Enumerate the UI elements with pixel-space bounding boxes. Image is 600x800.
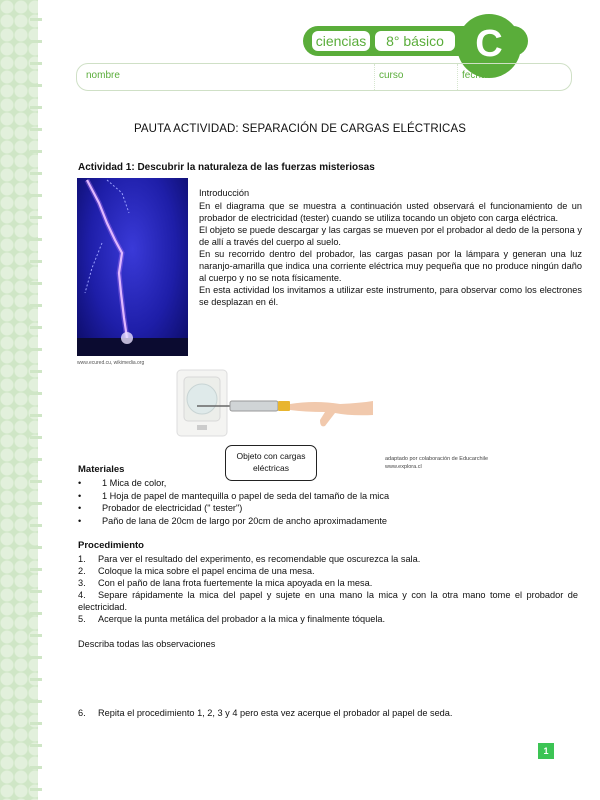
procedure-list (78, 553, 578, 625)
page-number-badge: 1 (538, 743, 554, 759)
field-divider (457, 64, 458, 90)
list-item: • 1 Hoja de papel de mantequilla o papel de seda del tamaño de la mica (78, 490, 558, 503)
subject-tab: ciencias (312, 31, 370, 51)
lightning-bolt-icon (77, 178, 188, 356)
materials-list (78, 477, 558, 527)
decorative-side-ticks (30, 0, 42, 800)
intro-paragraph: En su recorrido dentro del probador, las cargas pasan por la lámpara y generan una luz naranjo-amarilla que indica una corriente eléctrica muy pequeña que no produce ningún daño al cuerpo y no se nota físicamente. (199, 249, 582, 283)
subject-letter-badge: C (457, 14, 521, 78)
lightning-image-caption: www.ecured.cu, wikimedia.org (77, 360, 145, 366)
list-item: 3. Con el paño de lana frota fuertemente la mica apoyada en la mesa. (78, 578, 373, 588)
grade-tab: 8° básico (375, 31, 455, 51)
list-item: 6. Repita el procedimiento 1, 2, 3 y 4 pero esta vez acerque el probador al papel de seda. (78, 708, 453, 718)
intro-paragraph: En el diagrama que se muestra a continuación usted observará el funcionamiento de un probador de electricidad (tester) cuando se utiliza tocando un objeto con carga eléctrica. (199, 201, 582, 223)
list-item: 1. Para ver el resultado del experimento, es recomendable que oscurezca la sala. (78, 554, 421, 564)
list-item: 5. Acerque la punta metálica del probador a la mica y finalmente tóquela. (78, 614, 386, 624)
page-title: PAUTA ACTIVIDAD: SEPARACIÓN DE CARGAS ELÉCTRICAS (134, 123, 466, 135)
field-divider (374, 64, 375, 90)
intro-heading: Introducción (199, 188, 250, 198)
lightning-image (77, 178, 188, 356)
tester-diagram-image (175, 368, 375, 438)
procedure-heading: Procedimiento (78, 540, 144, 551)
activity-heading: Actividad 1: Descubrir la naturaleza de las fuerzas misteriosas (78, 162, 375, 173)
date-field[interactable]: fecha (462, 70, 487, 81)
student-info-row (76, 63, 572, 91)
name-field[interactable]: nombre (86, 70, 120, 81)
materials-heading: Materiales (78, 464, 125, 475)
tester-image-caption: adaptado por colaboración de Educarchile www.explora.cl (385, 456, 489, 470)
intro-paragraph: En esta actividad los invitamos a utilizar este instrumento, para observar como los electrones se desplazan en él. (199, 285, 582, 307)
list-item: 4. Separe rápidamente la mica del papel y sujete en una mano la mica y con la otra mano tome el probador de electricidad. (78, 590, 578, 612)
introduction-section (199, 187, 582, 308)
list-item: • Paño de lana de 20cm de largo por 20cm de ancho aproximadamente (78, 515, 558, 528)
course-field[interactable]: curso (379, 70, 404, 81)
intro-paragraph: El objeto se puede descargar y las cargas se mueven por el probador al dedo de la persona y de allí a través del cuerpo al suelo. (199, 225, 582, 247)
list-item: • 1 Mica de color, (78, 477, 558, 490)
list-item: 2. Coloque la mica sobre el papel encima de una mesa. (78, 566, 315, 576)
list-item: • Probador de electricidad (" tester") (78, 502, 558, 515)
charged-object-callout: Objeto con cargas eléctricas (225, 445, 317, 481)
describe-prompt: Describa todas las observaciones (78, 639, 216, 649)
